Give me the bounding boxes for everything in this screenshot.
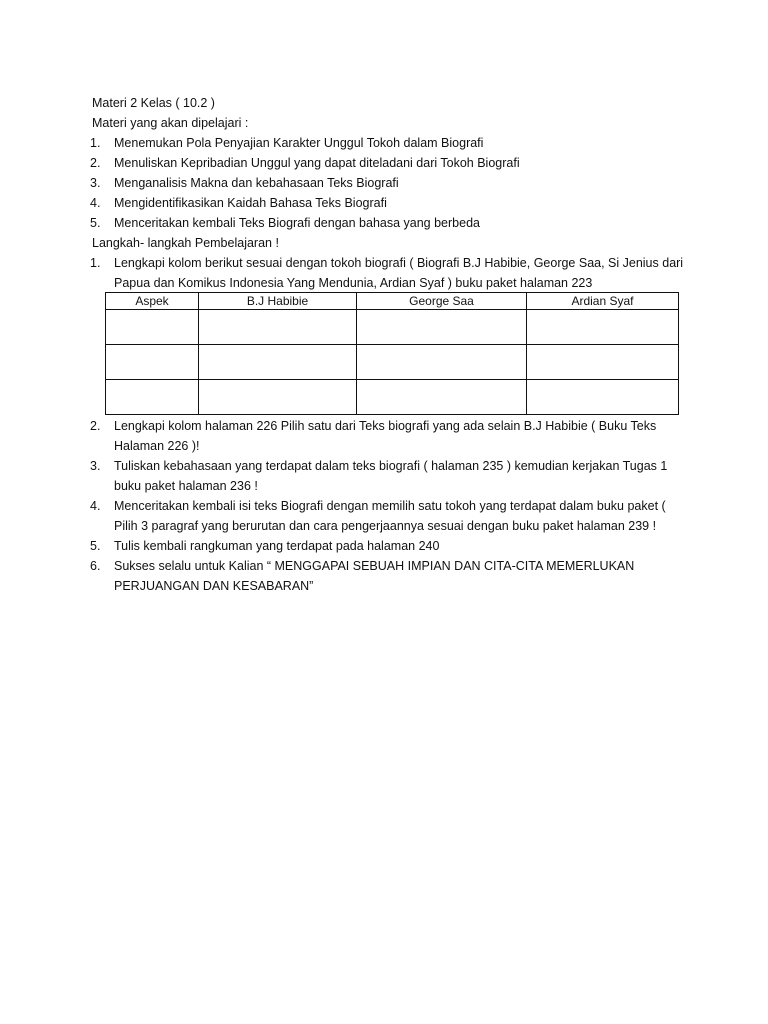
list-item [90,173,690,193]
table-cell [357,380,527,415]
list-number: 2. [90,419,101,433]
list-number: 6. [90,559,101,573]
list-text: Tulis kembali rangkuman yang terdapat pada halaman 240 [114,539,440,553]
list-number: 4. [90,499,101,513]
table-cell [199,380,357,415]
table-header-row [106,293,679,310]
list-number: 4. [90,196,101,210]
list-text: Mengidentifikasikan Kaidah Bahasa Teks Biografi [114,196,387,210]
table-row [106,345,679,380]
list-text: Sukses selalu untuk Kalian “ MENGGAPAI SEBUAH IMPIAN DAN CITA-CITA MEMERLUKAN PERJUANGAN DAN KESABARAN” [114,559,635,593]
list-text: Menemukan Pola Penyajian Karakter Unggul Tokoh dalam Biografi [114,136,484,150]
list-text: Menuliskan Kepribadian Unggul yang dapat diteladani dari Tokoh Biografi [114,156,520,170]
list-text: Lengkapi kolom berikut sesuai dengan tokoh biografi ( Biografi B.J Habibie, George Saa, Si Jenius dari Papua dan Komikus Indonesia Yang Mendunia, Ardian Syaf ) buku paket halaman 223 [114,256,684,290]
list-number: 3. [90,176,101,190]
table-row [106,380,679,415]
steps-list-rest [90,416,690,596]
list-number: 1. [90,256,101,270]
table-cell [106,310,199,345]
document-title: Materi 2 Kelas ( 10.2 ) [92,96,215,110]
steps-list-first [90,253,690,293]
list-text: Tuliskan kebahasaan yang terdapat dalam teks biografi ( halaman 235 ) kemudian kerjakan Tugas 1 buku paket halaman 236 ! [114,459,668,493]
list-text: Menceritakan kembali Teks Biografi dengan bahasa yang berbeda [114,216,480,230]
list-number: 1. [90,136,101,150]
list-item [90,496,690,536]
table-cell [527,380,679,415]
column-header-george-saa: George Saa [357,293,527,310]
materials-heading: Materi yang akan dipelajari : [92,116,249,130]
list-item [90,456,690,496]
list-number: 2. [90,156,101,170]
list-text: Lengkapi kolom halaman 226 Pilih satu dari Teks biografi yang ada selain B.J Habibie ( Buku Teks Halaman 226 )! [114,419,657,453]
list-text: Menganalisis Makna dan kebahasaan Teks Biografi [114,176,399,190]
list-item [90,536,690,556]
list-item [90,416,690,456]
list-item [90,253,690,293]
materials-list [90,133,690,233]
list-number: 5. [90,216,101,230]
steps-heading: Langkah- langkah Pembelajaran ! [92,236,279,250]
table-cell [199,345,357,380]
list-number: 3. [90,459,101,473]
table-cell [106,345,199,380]
column-header-habibie: B.J Habibie [199,293,357,310]
table-cell [357,345,527,380]
list-number: 5. [90,539,101,553]
list-item [90,213,690,233]
table-cell [357,310,527,345]
list-item [90,133,690,153]
table-cell [527,310,679,345]
table-cell [527,345,679,380]
table-cell [199,310,357,345]
biography-table [105,292,679,415]
list-item [90,193,690,213]
table-cell [106,380,199,415]
list-item [90,556,690,596]
column-header-aspek: Aspek [106,293,199,310]
column-header-ardian-syaf: Ardian Syaf [527,293,679,310]
table-row [106,310,679,345]
list-item [90,153,690,173]
list-text: Menceritakan kembali isi teks Biografi dengan memilih satu tokoh yang terdapat dalam buku paket ( Pilih 3 paragraf yang berurutan dan cara pengerjaannya sesuai dengan buku paket halaman 239 ! [114,499,666,533]
